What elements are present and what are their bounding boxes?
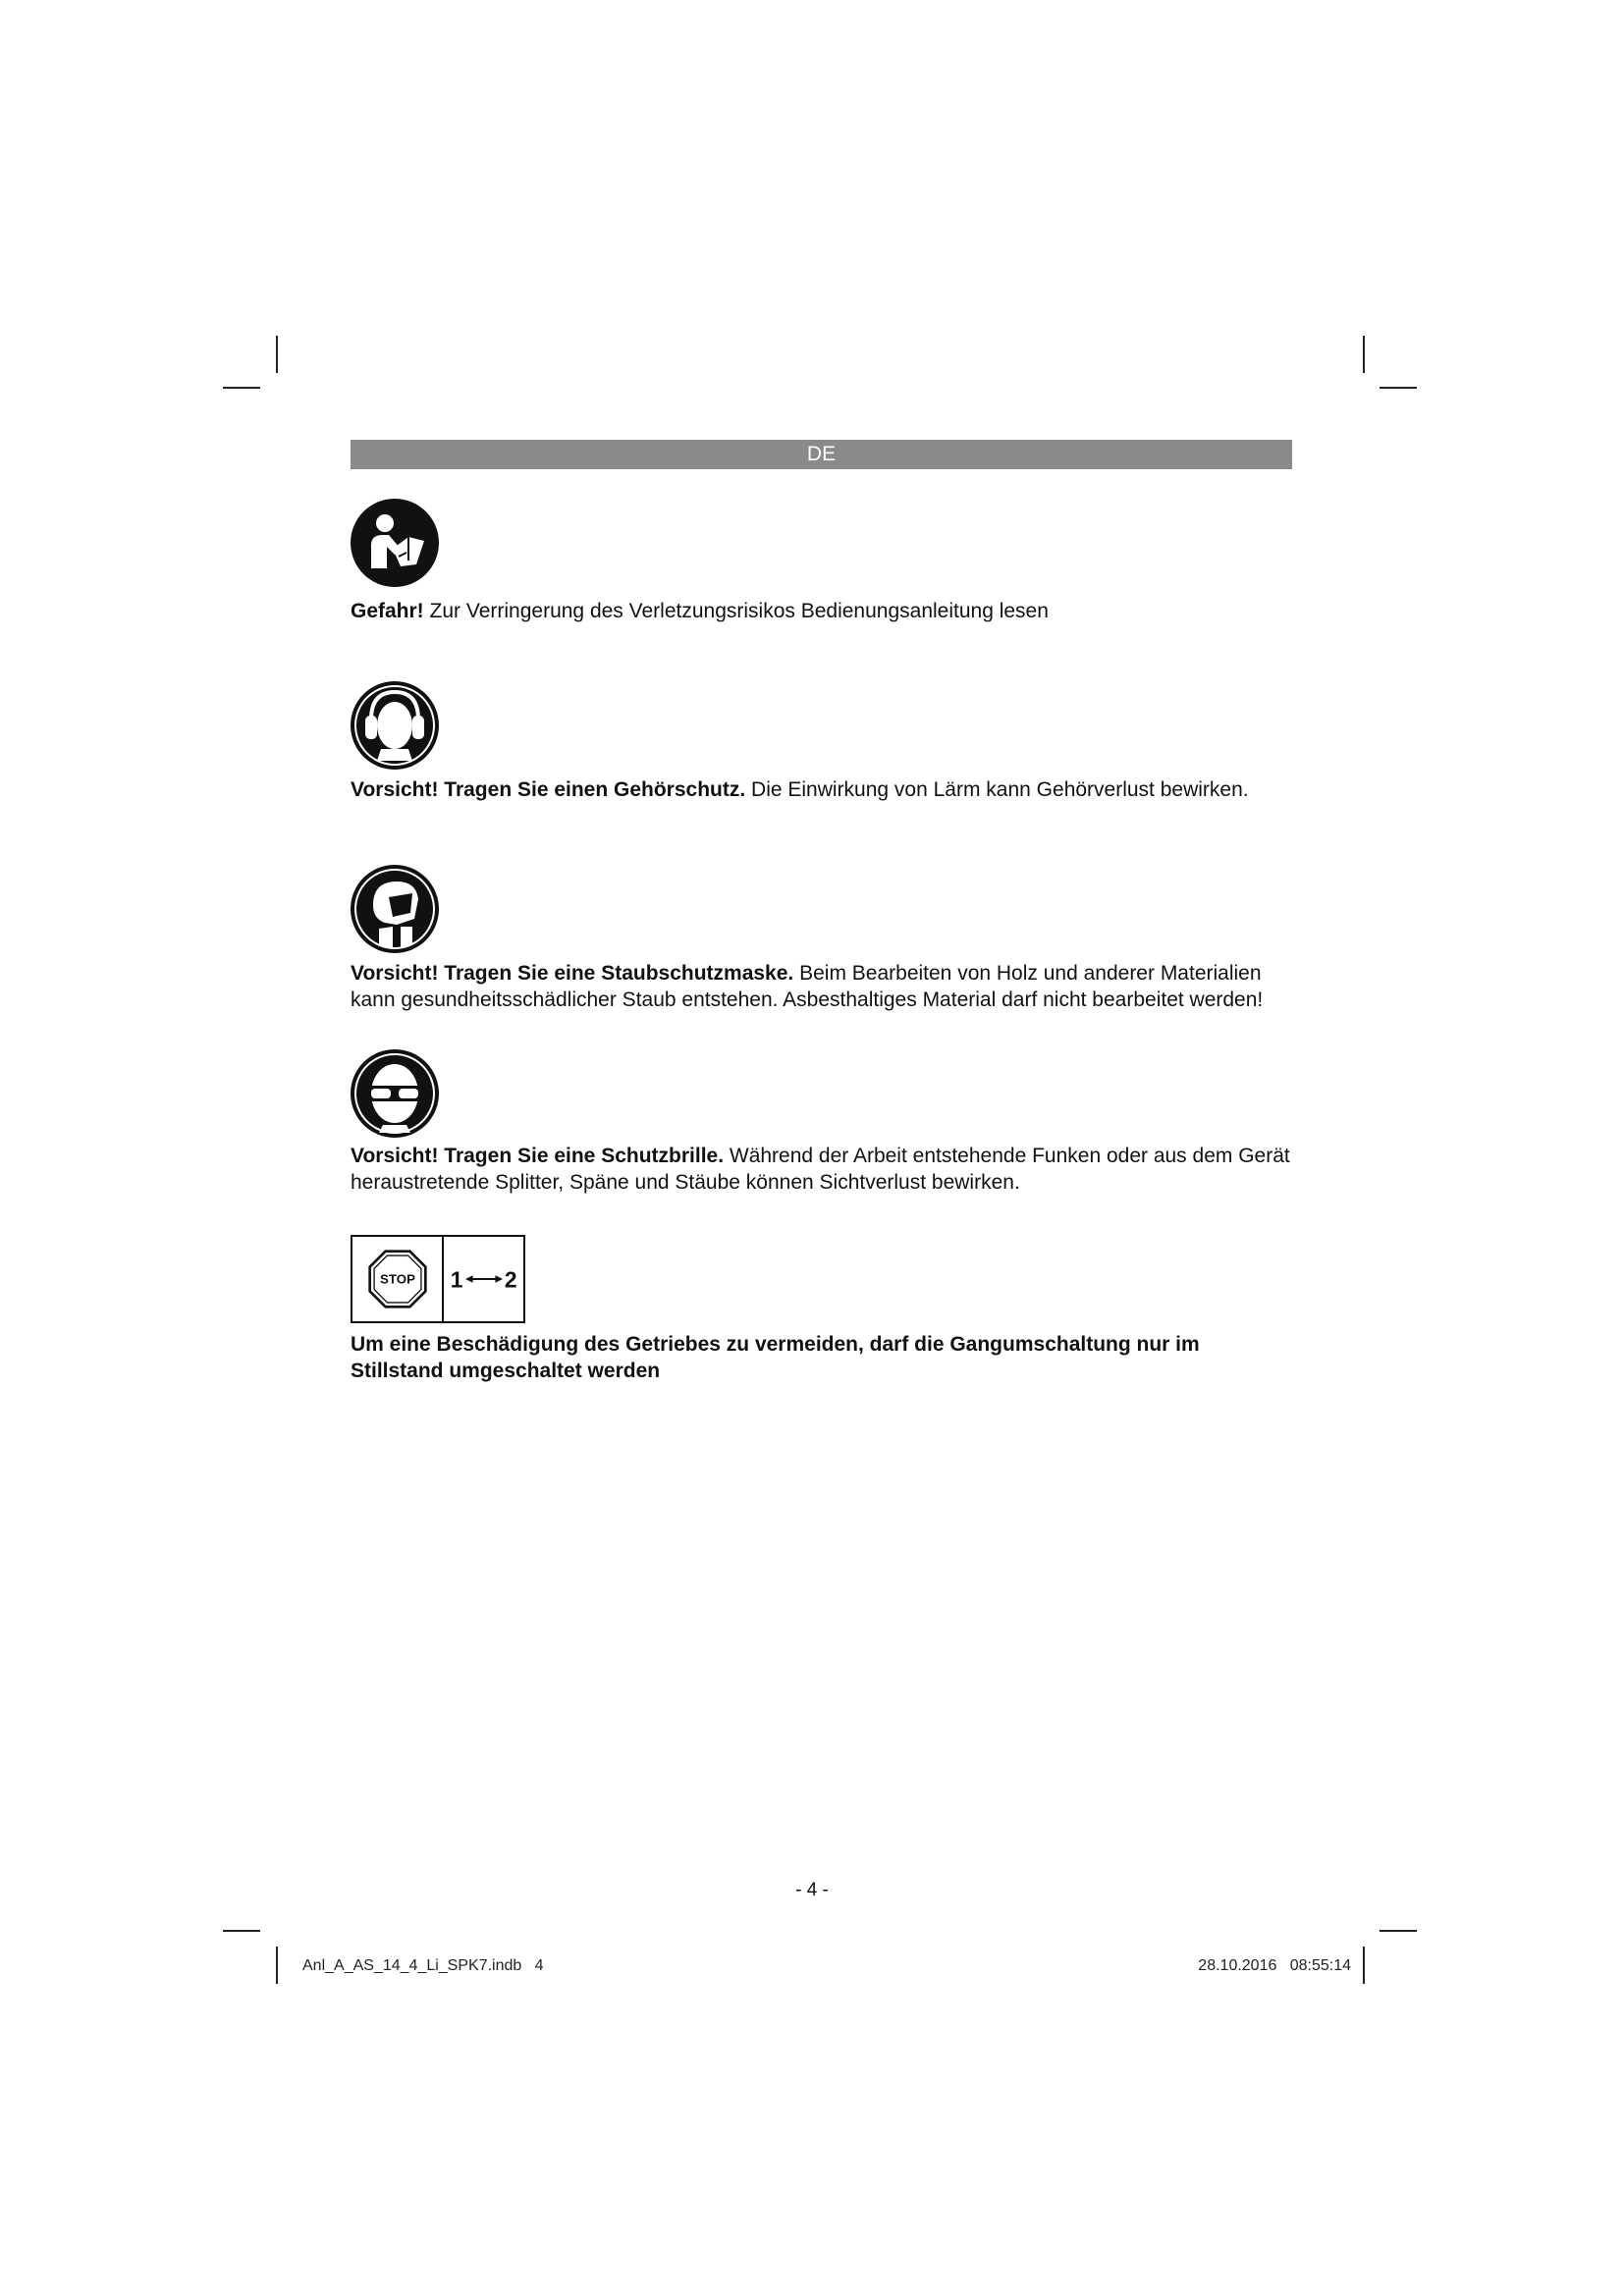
caution-hearing-text	[351, 776, 1293, 803]
stop-gear-switch-icon	[351, 1235, 525, 1323]
warning-bold: Gefahr!	[351, 600, 424, 622]
gear-switch-bold: Um eine Beschädigung des Getriebes zu vermeiden, darf die Gangumschaltung nur im Stillstand umgeschaltet werden	[351, 1333, 1200, 1382]
caution-bold: Vorsicht! Tragen Sie eine Staubschutzmaske.	[351, 962, 794, 985]
caution-body: Beim Bearbeiten von Holz und anderer Materialien kann gesundheitsschädlicher Staub entstehen. Asbesthaltiges Material darf nicht bearbeitet werden!	[351, 962, 1264, 1011]
caution-body: Die Einwirkung von Lärm kann Gehörverlust bewirken.	[745, 778, 1249, 801]
crop-mark	[1380, 1930, 1417, 1932]
stop-sign-icon	[367, 1249, 428, 1309]
gear-switch-cell	[444, 1237, 523, 1321]
crop-mark	[1363, 336, 1365, 373]
warning-body: Zur Verringerung des Verletzungsrisikos Bedienungsanleitung lesen	[423, 600, 1049, 622]
gear-switch-text	[351, 1331, 1234, 1384]
warning-text	[351, 598, 1293, 624]
safety-goggles-icon	[350, 1048, 440, 1139]
crop-mark	[276, 1947, 278, 1984]
crop-mark	[1380, 387, 1417, 389]
crop-mark	[223, 387, 260, 389]
caution-dust-text	[351, 960, 1293, 1013]
gear-2-label: 2	[504, 1266, 517, 1293]
footer-timestamp: 28.10.2016 08:55:14	[1198, 1957, 1351, 1974]
hearing-protection-icon	[350, 680, 440, 771]
caution-body: Während der Arbeit entstehende Funken oder aus dem Gerät heraustretende Splitter, Späne und Stäube können Sichtverlust bewirken.	[351, 1145, 1290, 1194]
read-manual-icon	[350, 498, 440, 588]
dust-mask-icon	[350, 864, 440, 954]
crop-mark	[223, 1930, 260, 1932]
stop-label: STOP	[379, 1271, 415, 1287]
caution-bold: Vorsicht! Tragen Sie einen Gehörschutz.	[351, 778, 746, 801]
crop-mark	[1363, 1947, 1365, 1984]
stop-sign-cell	[352, 1237, 444, 1321]
footer-file: Anl_A_AS_14_4_Li_SPK7.indb 4	[302, 1957, 544, 1974]
gear-switch-arrow-icon	[447, 1260, 521, 1298]
crop-mark	[276, 336, 278, 373]
gear-1-label: 1	[450, 1266, 462, 1293]
language-header: DE	[351, 440, 1292, 469]
caution-goggles-text	[351, 1143, 1293, 1196]
caution-bold: Vorsicht! Tragen Sie eine Schutzbrille.	[351, 1145, 725, 1167]
page-number: - 4 -	[795, 1880, 829, 1900]
